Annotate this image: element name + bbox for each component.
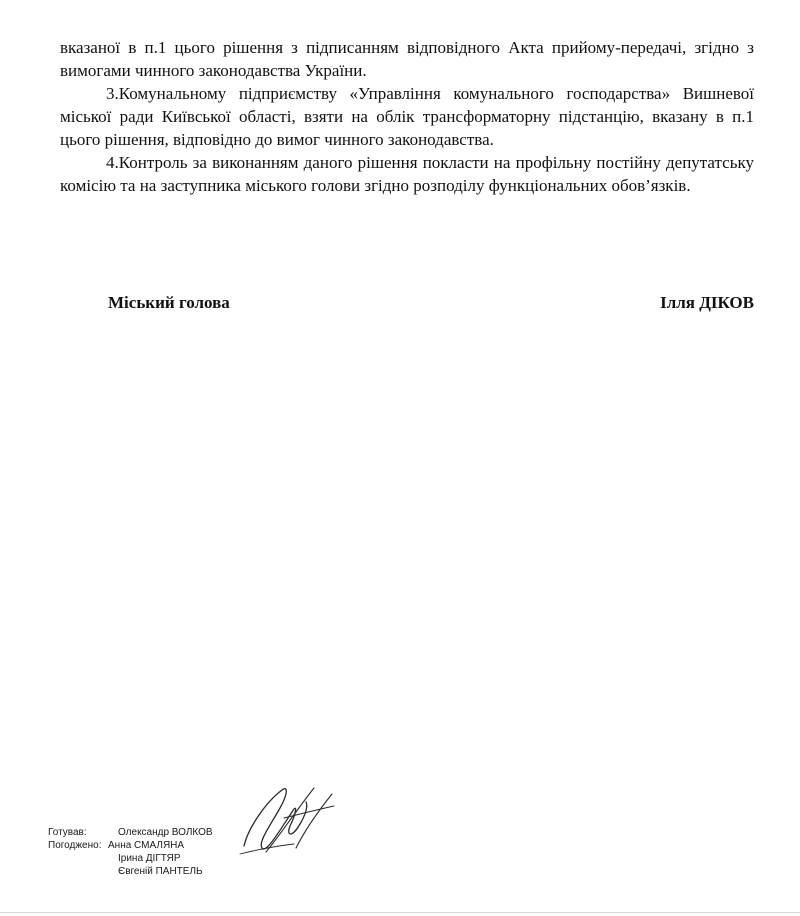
- signature-block: [108, 293, 754, 317]
- agreed-name: Ірина ДІГТЯР: [118, 853, 181, 864]
- prepared-name: Олександр ВОЛКОВ: [118, 827, 213, 838]
- scan-edge-divider: [0, 912, 800, 913]
- handwritten-signature-icon: [236, 768, 336, 860]
- paragraph-4: 4.Контроль за виконанням даного рішення покласти на профільну постійну депутатську комісію та на заступника міського голови згідно розподілу функціональних обов’язків.: [60, 153, 754, 195]
- agreed-name: Євгеній ПАНТЕЛЬ: [118, 866, 203, 877]
- signatory-name: Ілля ДІКОВ: [660, 293, 754, 312]
- prepared-label: Готував:: [48, 827, 87, 838]
- document-body: [60, 36, 754, 197]
- agreed-label: Погоджено:: [48, 840, 102, 851]
- signatory-title: Міський голова: [108, 293, 230, 312]
- agreed-name: Анна СМАЛЯНА: [108, 840, 185, 851]
- paragraph-3: 3.Комунальному підприємству «Управління комунального господарства» Вишневої міської ради Київської області, взяти на облік трансформаторну підстанцію, вказану в п.1 цього рішення, відповідно до вимог чинного законодавства.: [60, 84, 754, 149]
- paragraph-continuation: вказаної в п.1 цього рішення з підписанням відповідного Акта прийому-передачі, згідно з вимогами чинного законодавства України.: [60, 38, 754, 80]
